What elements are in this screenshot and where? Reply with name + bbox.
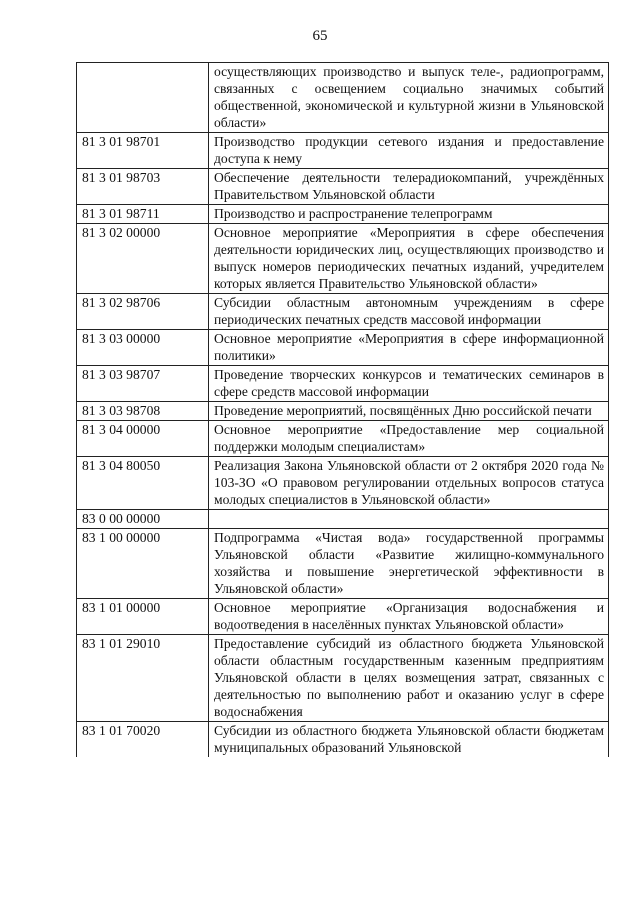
description-cell <box>209 510 609 529</box>
description-cell: Основное мероприятие «Мероприятия в сфере информационной политики» <box>209 330 609 366</box>
description-cell: Субсидии из областного бюджета Ульяновской области бюджетам муниципальных образований Ульяновской <box>209 722 609 758</box>
description-cell: Основное мероприятие «Предоставление мер социальной поддержки молодым специалистам» <box>209 421 609 457</box>
description-cell: Проведение мероприятий, посвящённых Дню российской печати <box>209 402 609 421</box>
table-row <box>77 330 609 366</box>
budget-code-table <box>76 62 609 757</box>
code-cell <box>77 63 209 133</box>
code-cell: 83 0 00 00000 <box>77 510 209 529</box>
code-cell: 81 3 01 98703 <box>77 169 209 205</box>
code-cell: 81 3 03 98708 <box>77 402 209 421</box>
code-cell: 81 3 03 98707 <box>77 366 209 402</box>
description-cell: Реализация Закона Ульяновской области от 2 октября 2020 года № 103-ЗО «О правовом регулировании отдельных вопросов статуса молодых специалистов в Ульяновской области» <box>209 457 609 510</box>
table-row <box>77 205 609 224</box>
description-cell: Обеспечение деятельности телерадиокомпаний, учреждённых Правительством Ульяновской области <box>209 169 609 205</box>
description-cell: Подпрограмма «Чистая вода» государственной программы Ульяновской области «Развитие жилищно-коммунального хозяйства и повышение энергетической эффективности в Ульяновской области» <box>209 529 609 599</box>
code-cell: 81 3 02 00000 <box>77 224 209 294</box>
code-cell: 83 1 01 29010 <box>77 635 209 722</box>
code-cell: 83 1 01 00000 <box>77 599 209 635</box>
page-number: 65 <box>312 28 328 44</box>
table-row <box>77 366 609 402</box>
code-cell: 81 3 04 80050 <box>77 457 209 510</box>
code-cell: 81 3 01 98711 <box>77 205 209 224</box>
description-cell: Предоставление субсидий из областного бюджета Ульяновской области областным государственным казенным предприятиям Ульяновской области в целях возмещения затрат, связанных с деятельностью по выполнению работ и оказанию услуг в сфере водоснабжения <box>209 635 609 722</box>
code-cell: 81 3 04 00000 <box>77 421 209 457</box>
table-row <box>77 510 609 529</box>
table-row <box>77 599 609 635</box>
description-cell: Основное мероприятие «Организация водоснабжения и водоотведения в населённых пунктах Ульяновской области» <box>209 599 609 635</box>
table-row <box>77 529 609 599</box>
table-row <box>77 722 609 758</box>
description-cell: Основное мероприятие «Мероприятия в сфере обеспечения деятельности юридических лиц, осуществляющих производство и выпуск номеров периодических печатных изданий, учредителем которых является Правительство Ульяновской области» <box>209 224 609 294</box>
table-row <box>77 402 609 421</box>
description-cell: Проведение творческих конкурсов и тематических семинаров в сфере средств массовой информации <box>209 366 609 402</box>
table-row <box>77 294 609 330</box>
table-row <box>77 421 609 457</box>
table-row <box>77 224 609 294</box>
code-cell: 81 3 03 00000 <box>77 330 209 366</box>
code-cell: 83 1 00 00000 <box>77 529 209 599</box>
table-row <box>77 635 609 722</box>
table-row <box>77 63 609 133</box>
description-cell: Субсидии областным автономным учреждениям в сфере периодических печатных средств массовой информации <box>209 294 609 330</box>
code-cell: 83 1 01 70020 <box>77 722 209 758</box>
description-cell: Производство и распространение телепрограмм <box>209 205 609 224</box>
table-row <box>77 457 609 510</box>
code-cell: 81 3 02 98706 <box>77 294 209 330</box>
code-cell: 81 3 01 98701 <box>77 133 209 169</box>
description-cell: осуществляющих производство и выпуск теле-, радиопрограмм, связанных с освещением социально значимых событий общественной, экономической и культурной жизни в Ульяновской области» <box>209 63 609 133</box>
table-row <box>77 169 609 205</box>
table-row <box>77 133 609 169</box>
description-cell: Производство продукции сетевого издания и предоставление доступа к нему <box>209 133 609 169</box>
